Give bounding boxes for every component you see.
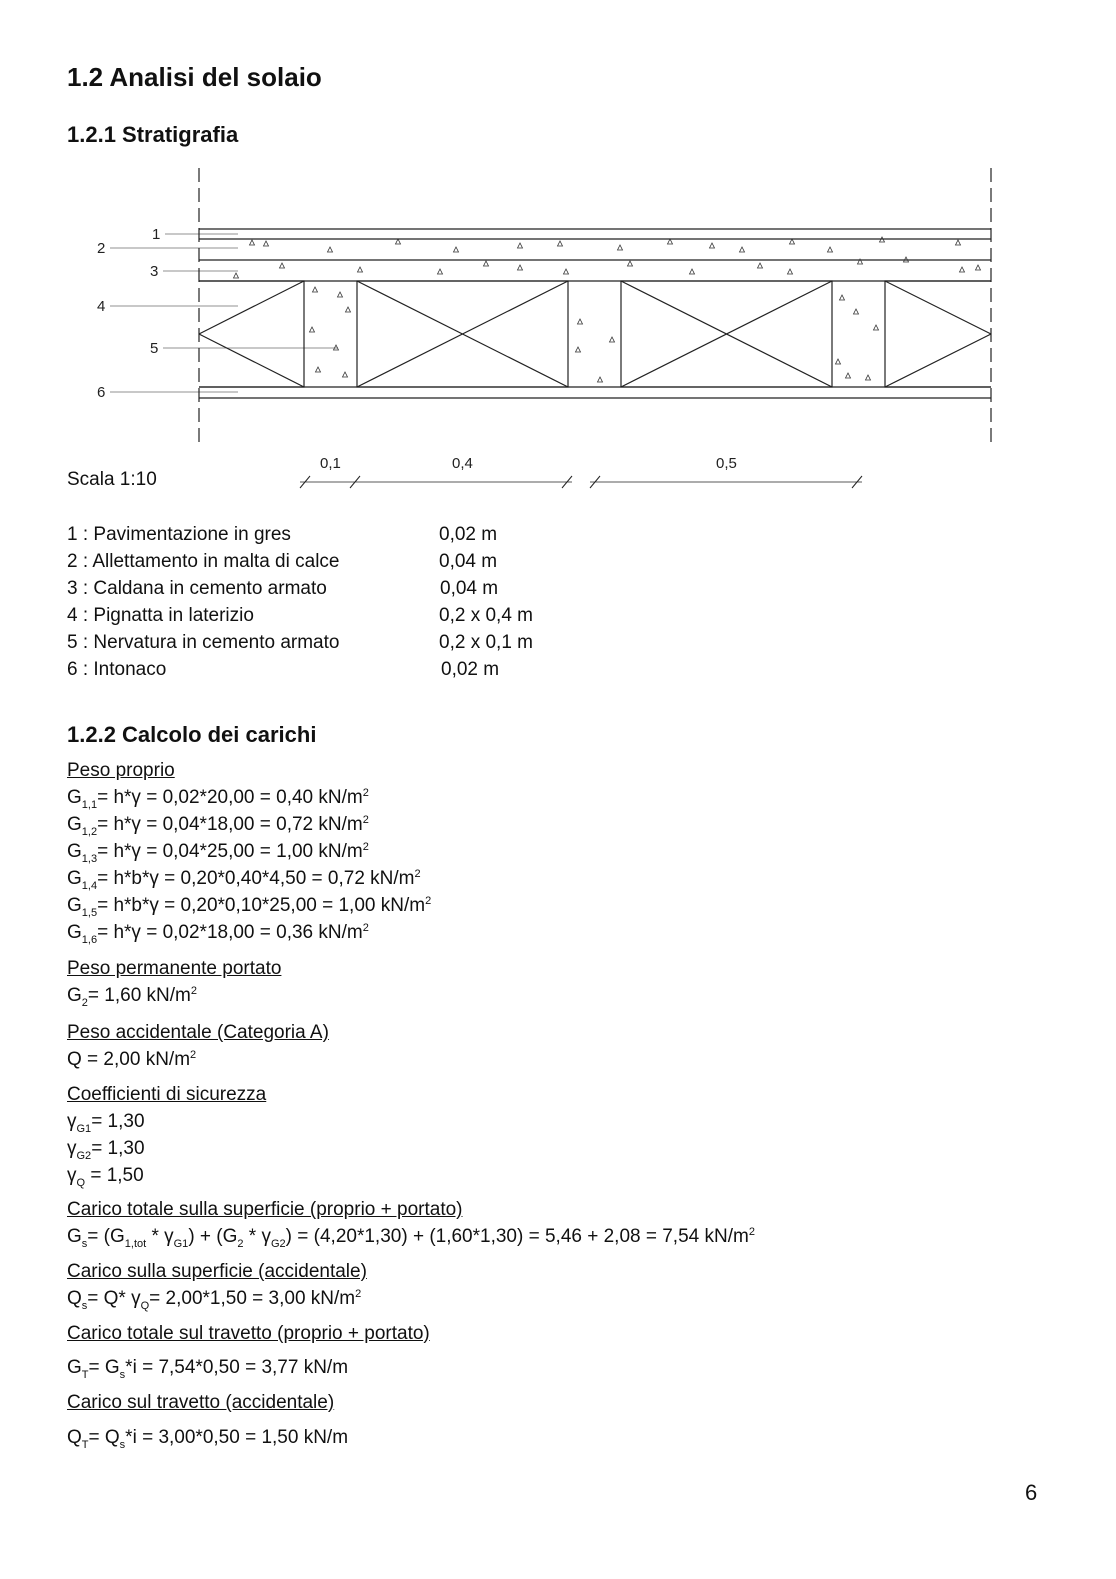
peso-proprio-row: $G_{1,1}= h*\gamma = 0,02*20,00 = 0,40$ $kN/m^2$ [67,787,369,811]
dimension-label-1: 0,1 [320,455,341,472]
layer-label-5: 5 [150,340,159,357]
layer-item: 2 : Allettamento in malta di calce [67,551,340,572]
layer-label-6: 6 [97,384,106,401]
layer-item: 6 : Intonaco [67,659,167,680]
coefficient-row: $\gamma_{G2}= 1,30$ [67,1138,145,1162]
coefficient-row: $\gamma_Q = 1,50$ [67,1165,144,1189]
layer-value: 0,02 m [439,524,498,545]
page-number: 6 [1025,1480,1038,1505]
peso-proprio-heading: Peso proprio [67,760,175,781]
layer-label-1: 1 [152,226,161,243]
floor-section-drawing [0,0,1116,500]
layer-item: 5 : Nervatura in cemento armato [67,632,340,653]
peso-proprio-row: $G_{1,4}= h*b*\gamma = 0,20*0,40*4,50 = 0,72$ $kN/m^2$ [67,868,421,892]
peso-proprio-row: $G_{1,6}= h*\gamma = 0,02*18,00 = 0,36$ $kN/m^2$ [67,922,369,946]
carico-travetto-accidentale-heading: Carico sul travetto (accidentale) [67,1392,335,1413]
layer-value: 0,04 m [440,578,499,599]
layer-value: 0,2 x 0,1 m [439,632,533,653]
carico-totale-superficie-heading: Carico totale sulla superficie (proprio + portato) [67,1199,463,1220]
coefficienti-heading: Coefficienti di sicurezza [67,1084,267,1105]
coefficient-row: $\gamma_{G1}= 1,30$ [67,1111,145,1135]
layer-item: 3 : Caldana in cemento armato [67,578,327,599]
stratigrafia-title: 1.2.1 Stratigrafia [67,122,239,147]
dimension-label-3: 0,5 [716,455,737,472]
peso-portato-equation: $G_2= 1,60$ $kN/m^2$ [67,985,197,1009]
section-title: 1.2 Analisi del solaio [67,62,322,92]
carichi-title: 1.2.2 Calcolo dei carichi [67,722,317,747]
layer-item: 1 : Pavimentazione in gres [67,524,291,545]
carico-travetto-accidentale-equation: $Q_T= Q_s*i = 3,00*0,50 = 1,50$ kN/m [67,1427,349,1451]
dimension-label-2: 0,4 [452,455,473,472]
peso-accidentale-equation: Q = 2,00 $kN/m^2$ [67,1049,197,1070]
scale-label: Scala 1:10 [67,469,157,490]
carico-superficie-accidentale-equation: $Q_s= Q*$ $\gamma_Q= 2,00*1,50 = 3,00$ $kN/m^2$ [67,1288,362,1312]
carico-totale-travetto-equation: $G_T= G_s*i = 7,54*0,50 = 3,77$ kN/m [67,1357,349,1381]
carico-totale-travetto-heading: Carico totale sul travetto (proprio + portato) [67,1323,430,1344]
peso-proprio-row: $G_{1,5}= h*b*\gamma = 0,20*0,10*25,00 = 1,00$ $kN/m^2$ [67,895,432,919]
carico-totale-superficie-equation: $G_s= (G_{1,tot} * \gamma_{G1}) + (G_2 * \gamma_{G2}) = (4,20*1,30) + (1,60*1,30) = 5,46 + 2,08 = 7,54$ $kN/m^2$ [67,1226,755,1250]
layer-value: 0,02 m [441,659,500,680]
peso-proprio-row: $G_{1,3}= h*\gamma = 0,04*25,00 = 1,00$ $kN/m^2$ [67,841,369,865]
peso-portato-heading: Peso permanente portato [67,958,282,979]
layer-value: 0,04 m [439,551,498,572]
carico-superficie-accidentale-heading: Carico sulla superficie (accidentale) [67,1261,367,1282]
peso-accidentale-heading: Peso accidentale (Categoria A) [67,1022,329,1043]
layer-label-3: 3 [150,263,159,280]
layer-item: 4 : Pignatta in laterizio [67,605,254,626]
layer-label-2: 2 [97,240,106,257]
layer-value: 0,2 x 0,4 m [439,605,533,626]
peso-proprio-row: $G_{1,2}= h*\gamma = 0,04*18,00 = 0,72$ $kN/m^2$ [67,814,369,838]
layer-label-4: 4 [97,298,106,315]
